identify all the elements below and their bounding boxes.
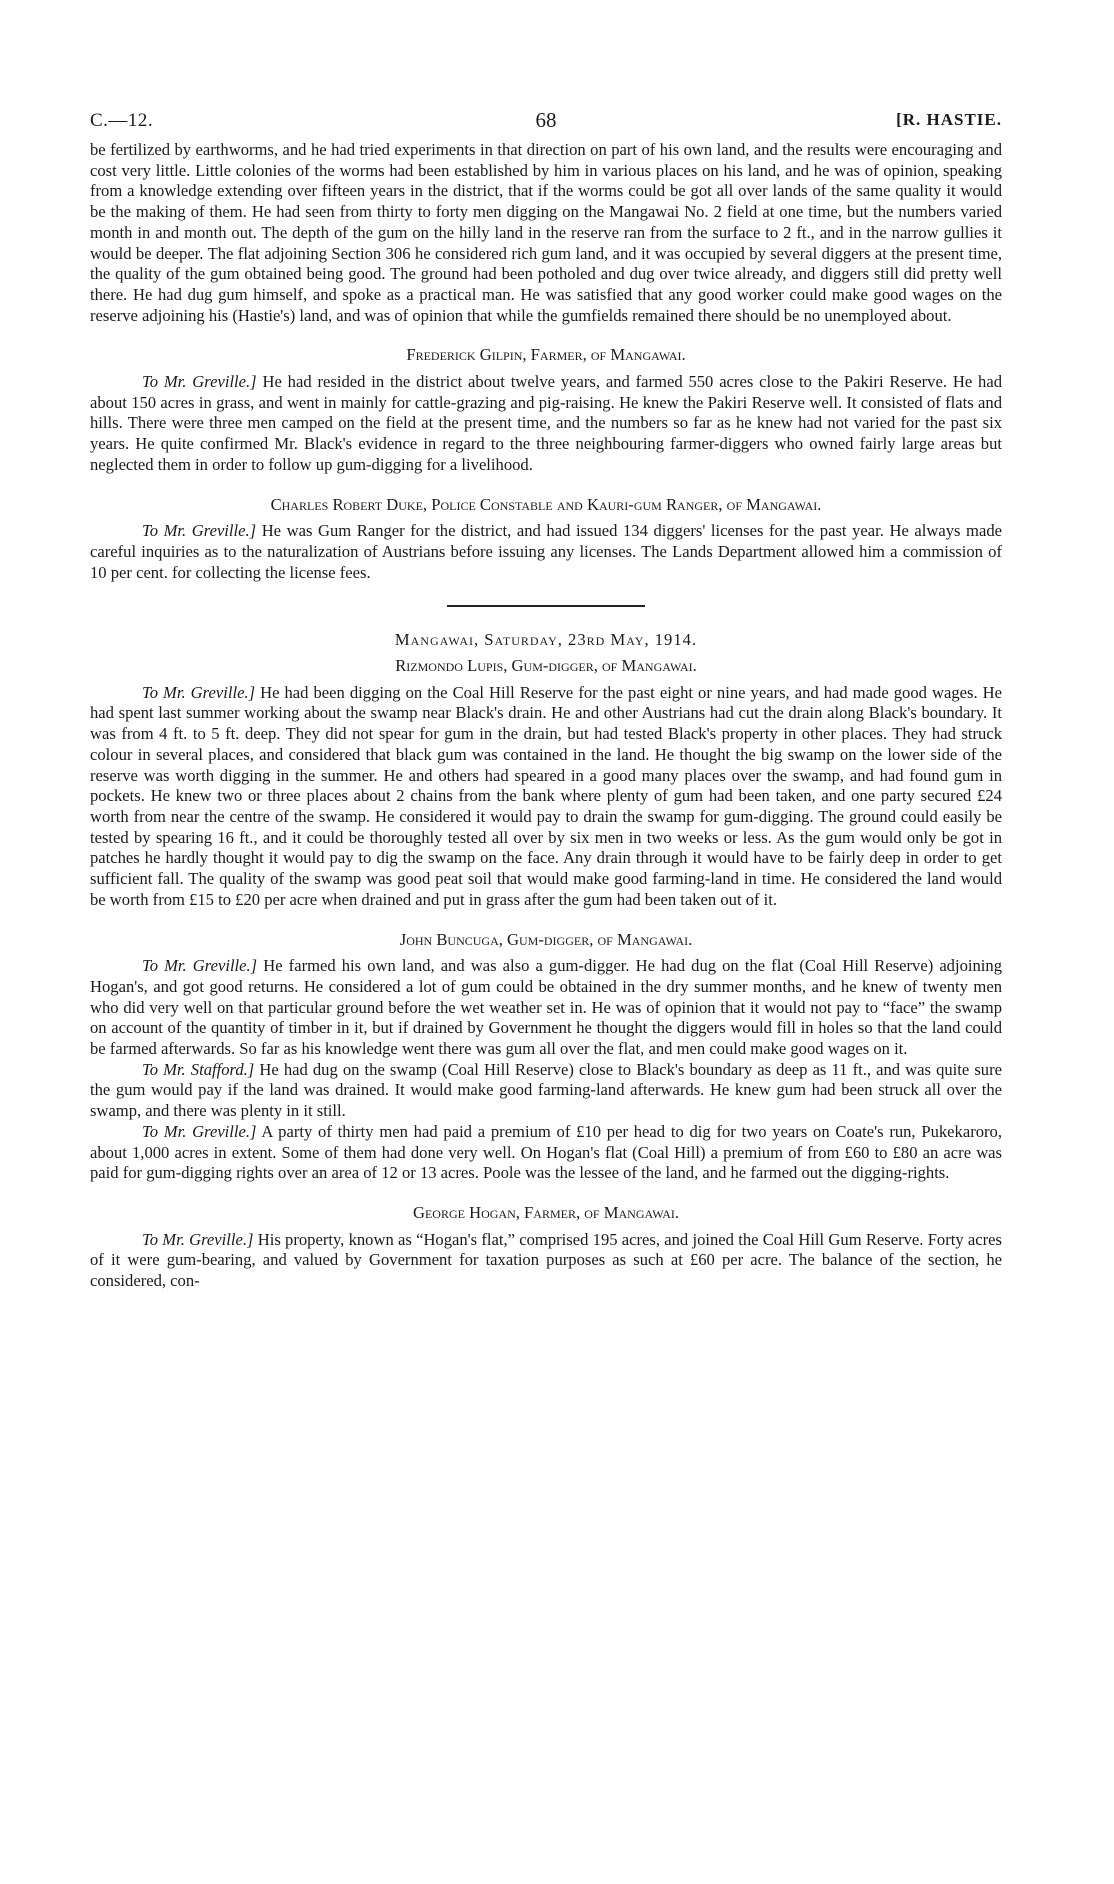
testimony-text: He farmed his own land, and was also a gum-digger. He had dug on the flat (Coal Hill Reserve) adjoining Hogan's, and got good returns. He considered a lot of gum could be obtained in the dry summer months, and he knew of twenty men who did very well on that particular ground before the wet weather set in. He was of opinion that it would not pay to “face” the swamp on account of the quantity of timber in it, but if drained by Government he thought the diggers would fill in holes so that the land could be farmed afterwards. So far as his knowledge went there was gum all over the flat, and men could make good wages on it. bbox=[90, 956, 1002, 1059]
testimony-text: A party of thirty men had paid a premium of £10 per head to dig for two years on Coate's run, Pukekaroro, about 1,000 acres in extent. Some of them had done very well. On Hogan's flat (Coal Hill) a premium of from £60 to £80 an acre was paid for gum-digging rights over an area of 12 or 13 acres. Poole was the lessee of the land, and he farmed out the digging-rights. bbox=[90, 1121, 1002, 1183]
testimony-text: His property, known as “Hogan's flat,” comprised 195 acres, and joined the Coal Hill Gum Reserve. Forty acres of it were gum-bearing, and valued by Government for taxation purposes as such at £60 per acre. The balance of the section, he considered, con- bbox=[90, 1229, 1002, 1291]
document-page bbox=[90, 100, 1002, 1292]
hogan-testimony bbox=[90, 1230, 1002, 1292]
section-divider bbox=[447, 605, 645, 607]
examiner-lead: To Mr. Greville.] bbox=[142, 521, 257, 541]
witness-heading-duke: Charles Robert Duke, Police Constable and Kauri-gum Ranger, of Mangawai. bbox=[270, 494, 822, 514]
buncuga-testimony-2 bbox=[90, 1060, 1002, 1122]
examiner-lead: To Mr. Greville.] bbox=[142, 956, 258, 976]
session-date: Mangawai, Saturday, 23rd May, 1914. bbox=[394, 630, 698, 650]
witness-heading-hogan: George Hogan, Farmer, of Mangawai. bbox=[412, 1202, 680, 1222]
testimony-text: He had dug on the swamp (Coal Hill Reserve) close to Black's boundary as deep as 11 ft., and was quite sure the gum would pay if the land was drained. It would make good farming-land afterwards. He knew gum had been struck all over the swamp, and there was plenty in it still. bbox=[90, 1059, 1002, 1121]
gilpin-testimony bbox=[90, 372, 1002, 476]
duke-testimony bbox=[90, 521, 1002, 583]
examiner-lead: To Mr. Greville.] bbox=[142, 682, 256, 702]
testimony-text: He was Gum Ranger for the district, and had issued 134 diggers' licenses for the past year. He always made careful inquiries as to the naturalization of Austrians before issuing any licenses. The Lands Department allowed him a commission of 10 per cent. for collecting the license fees. bbox=[90, 521, 1002, 582]
page-header bbox=[90, 100, 1002, 140]
buncuga-testimony-1 bbox=[90, 956, 1002, 1060]
examiner-lead: To Mr. Greville.] bbox=[142, 372, 257, 392]
witness-heading-buncuga: John Buncuga, Gum-digger, of Mangawai. bbox=[399, 929, 693, 949]
buncuga-testimony-3 bbox=[90, 1122, 1002, 1184]
witness-reference: [R. HASTIE. bbox=[896, 110, 1002, 129]
hastie-testimony-continued: be fertilized by earthworms, and he had tried experiments in that direction on part of his own land, and the results were encouraging and cost very little. Little colonies of the worms had been established by him in various places on his land, and he was of opinion, speaking from a knowledge extending over fifteen years in the district, that if the worms could be got all over lands of the same quality it would be the making of them. He had seen from thirty to forty men digging on the Mangawai No. 2 field at one time, but the numbers varied month in and month out. The depth of the gum on the hilly land in the reserve ran from the surface to 2 ft., and in the narrow gullies it would be deeper. The flat adjoining Section 306 he considered rich gum land, and it was occupied by several diggers at the present time, the quality of the gum obtained being good. The ground had been potholed and dug over twice already, and diggers still did pretty well there. He had dug gum himself, and spoke as a practical man. He was satisfied that any good worker could make good wages on the reserve adjoining his (Hastie's) land, and was of opinion that while the gumfields remained there should be no unemployed about. bbox=[90, 140, 1002, 325]
lupis-testimony bbox=[90, 683, 1002, 911]
examiner-lead: To Mr. Greville.] bbox=[142, 1229, 254, 1249]
witness-heading-lupis: Rizmondo Lupis, Gum-digger, of Mangawai. bbox=[395, 656, 697, 676]
page-number: 68 bbox=[535, 108, 557, 132]
examiner-lead: To Mr. Stafford.] bbox=[142, 1059, 255, 1079]
testimony-text: He had resided in the district about twelve years, and farmed 550 acres close to the Pakiri Reserve. He had about 150 acres in grass, and went in mainly for cattle-grazing and pig-raising. He knew the Pakiri Reserve well. It consisted of flats and hills. There were three men camped on the field at the present time, and the numbers so far as he knew had not varied for the past six years. He quite confirmed Mr. Black's evidence in regard to the three neighbouring farmer-diggers who owned fairly large areas but neglected them in order to follow up gum-digging for a livelihood. bbox=[90, 372, 1002, 474]
report-code: C.—12. bbox=[90, 110, 154, 131]
examiner-lead: To Mr. Greville.] bbox=[142, 1121, 257, 1141]
witness-heading-gilpin: Frederick Gilpin, Farmer, of Mangawai. bbox=[406, 345, 686, 365]
testimony-text: He had been digging on the Coal Hill Reserve for the past eight or nine years, and had made good wages. He had spent last summer working about the swamp near Black's drain. He and other Austrians had cut the drain along Black's boundary. It was from 4 ft. to 5 ft. deep. They did not spear for gum in the drain, but had tested Black's property in other places. They had struck colour in several places, and considered that black gum was contained in the land. He thought the big swamp on the lower side of the reserve was worth digging in the summer. He and others had speared in a good many places over the swamp, and had found gum in pockets. He knew two or three places about 2 chains from the bank where plenty of gum had been taken, and one party secured £24 worth from near the centre of the swamp. He considered it would pay to drain the swamp for gum-digging. The ground could easily be tested by spearing 16 ft., and it could be thoroughly tested all over by six men in two weeks or less. As the gum would only be got in patches he hardly thought it would pay to dig the swamp on the face. Any drain through it would have to be fairly deep in order to get sufficient fall. The quality of the swamp was good peat soil that would make good farming-land in time. He considered the land would be worth from £15 to £20 per acre when drained and put in grass after the gum had been taken out of it. bbox=[90, 682, 1002, 909]
